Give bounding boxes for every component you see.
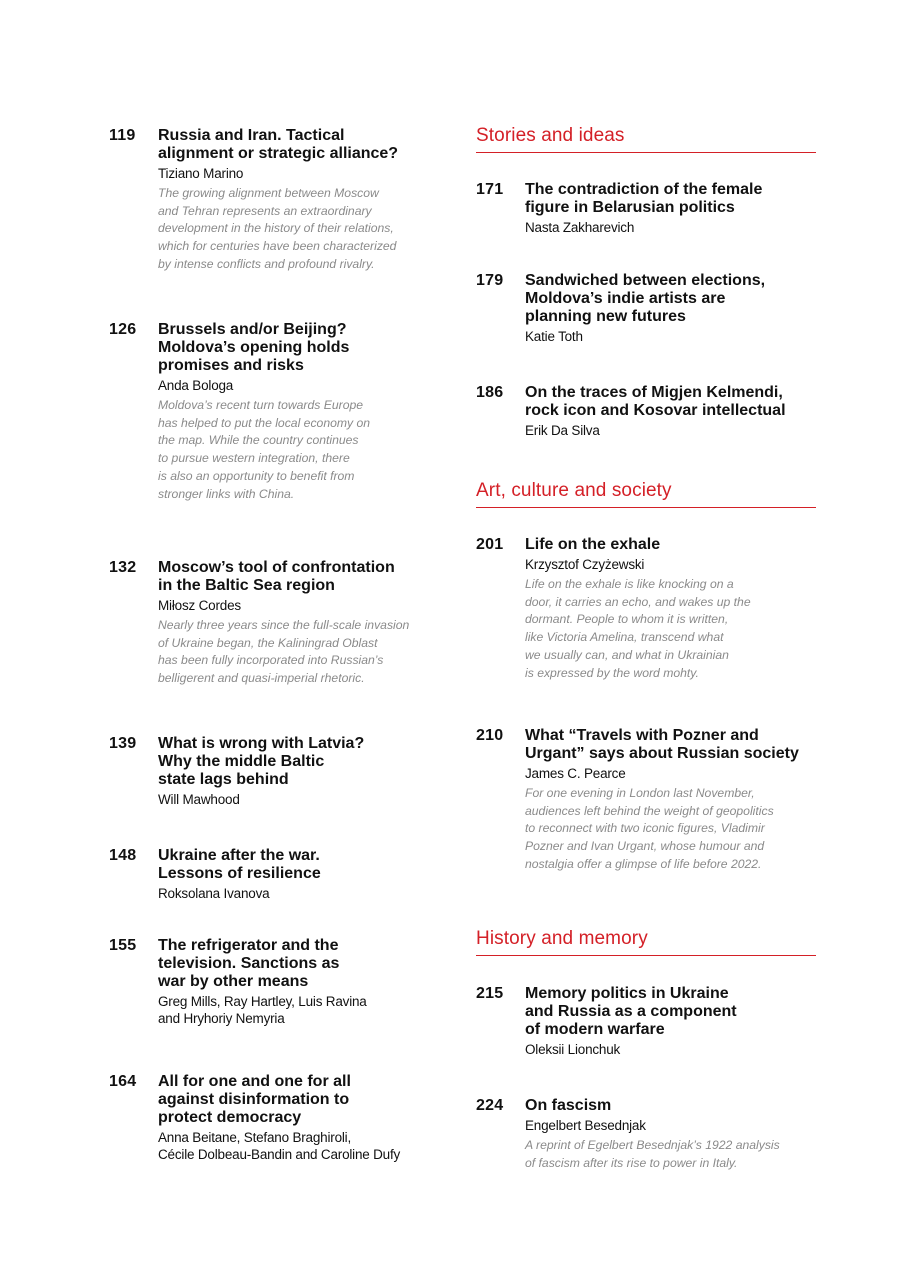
page-number: 201 [476, 536, 504, 553]
toc-entry[interactable] [109, 559, 409, 688]
page-number: 164 [109, 1073, 137, 1090]
section-title: History and memory [476, 928, 648, 949]
article-author: James C. Pearce [525, 766, 626, 781]
article-abstract: The growing alignment between Moscow and Tehran represents an extraordinary development in the history of their relations, which for centuries have been characterized by intense conflicts and profound rivalry. [158, 186, 397, 271]
page-number: 171 [476, 181, 504, 198]
article-title: Brussels and/or Beijing? Moldova’s opening holds promises and risks [158, 321, 350, 374]
page-number: 132 [109, 559, 137, 576]
page-number: 210 [476, 727, 504, 744]
article-author: Erik Da Silva [525, 423, 600, 438]
section-title: Stories and ideas [476, 125, 625, 146]
article-title: Life on the exhale [525, 536, 661, 553]
page-number: 155 [109, 937, 137, 954]
article-author: Greg Mills, Ray Hartley, Luis Ravina and Hryhoriy Nemyria [158, 994, 367, 1026]
toc-entry[interactable] [476, 727, 799, 874]
article-author: Anda Bologa [158, 378, 234, 393]
article-title: What “Travels with Pozner and Urgant” says about Russian society [525, 727, 799, 762]
toc-entry[interactable] [109, 847, 321, 902]
page-number: 119 [109, 127, 136, 144]
article-author: Nasta Zakharevich [525, 220, 635, 235]
article-author: Anna Beitane, Stefano Braghiroli, Cécile Dolbeau-Bandin and Caroline Dufy [158, 1130, 401, 1162]
toc-entry[interactable] [109, 321, 370, 503]
article-abstract: Nearly three years since the full-scale invasion of Ukraine began, the Kaliningrad Oblast has been fully incorporated into Russian’s belligerent and quasi-imperial rhetoric. [158, 618, 410, 686]
article-author: Katie Toth [525, 329, 583, 344]
toc-entry[interactable] [476, 536, 751, 682]
page-number: 215 [476, 985, 504, 1002]
section-header [476, 479, 816, 508]
toc-entry[interactable] [109, 937, 367, 1027]
article-abstract: Moldova’s recent turn towards Europe has helped to put the local economy on the map. While the country continues to pursue western integration, there is also an opportunity to benefit from stronger links with China. [158, 398, 371, 501]
article-abstract: For one evening in London last November, audiences left behind the weight of geopolitics to reconnect with two iconic figures, Vladimir Pozner and Ivan Urgant, whose humour and nostalgia offer a glimpse of life before 2022. [525, 786, 774, 871]
toc-entry[interactable] [109, 1073, 400, 1163]
article-author: Tiziano Marino [158, 166, 244, 181]
page-number: 126 [109, 321, 137, 338]
article-title: What is wrong with Latvia? Why the middle Baltic state lags behind [158, 735, 365, 788]
article-author: Engelbert Besednjak [525, 1118, 646, 1133]
page-number: 148 [109, 847, 137, 864]
article-title: Russia and Iran. Tactical alignment or strategic alliance? [158, 127, 399, 162]
toc-entry[interactable] [109, 127, 398, 274]
article-title: Ukraine after the war. Lessons of resilience [158, 847, 321, 882]
article-title: Memory politics in Ukraine and Russia as a component of modern warfare [525, 985, 737, 1038]
page-number: 179 [476, 272, 504, 289]
toc-entry[interactable] [476, 1097, 780, 1172]
article-title: On fascism [525, 1097, 612, 1114]
article-abstract: Life on the exhale is like knocking on a door, it carries an echo, and wakes up the dormant. People to whom it is written, like Victoria Amelina, transcend what we usually can, and what in Ukrainian is expressed by the word mohty. [525, 577, 751, 680]
page-number: 186 [476, 384, 504, 401]
article-title: Sandwiched between elections, Moldova’s indie artists are planning new futures [525, 272, 766, 325]
article-title: The refrigerator and the television. Sanctions as war by other means [158, 937, 340, 990]
toc-entry[interactable] [476, 272, 765, 345]
article-title: Moscow’s tool of confrontation in the Baltic Sea region [158, 559, 395, 594]
section-title: Art, culture and society [476, 480, 672, 501]
article-author: Oleksii Lionchuk [525, 1042, 621, 1057]
page-number: 139 [109, 735, 137, 752]
toc-entry[interactable] [476, 181, 762, 236]
toc-entry[interactable] [476, 985, 737, 1058]
article-author: Miłosz Cordes [158, 598, 241, 613]
article-title: All for one and one for all against disinformation to protect democracy [158, 1073, 351, 1126]
article-author: Roksolana Ivanova [158, 886, 270, 901]
article-title: The contradiction of the female figure in Belarusian politics [525, 181, 763, 216]
section-header [476, 124, 816, 153]
toc-entry[interactable] [476, 384, 786, 439]
page-number: 224 [476, 1097, 504, 1114]
article-author: Krzysztof Czyżewski [525, 557, 645, 572]
article-author: Will Mawhood [158, 792, 240, 807]
article-abstract: A reprint of Egelbert Besednjak’s 1922 analysis of fascism after its rise to power in Italy. [525, 1138, 780, 1170]
article-title: On the traces of Migjen Kelmendi, rock icon and Kosovar intellectual [525, 384, 786, 419]
section-header [476, 927, 816, 956]
toc-entry[interactable] [109, 735, 364, 808]
